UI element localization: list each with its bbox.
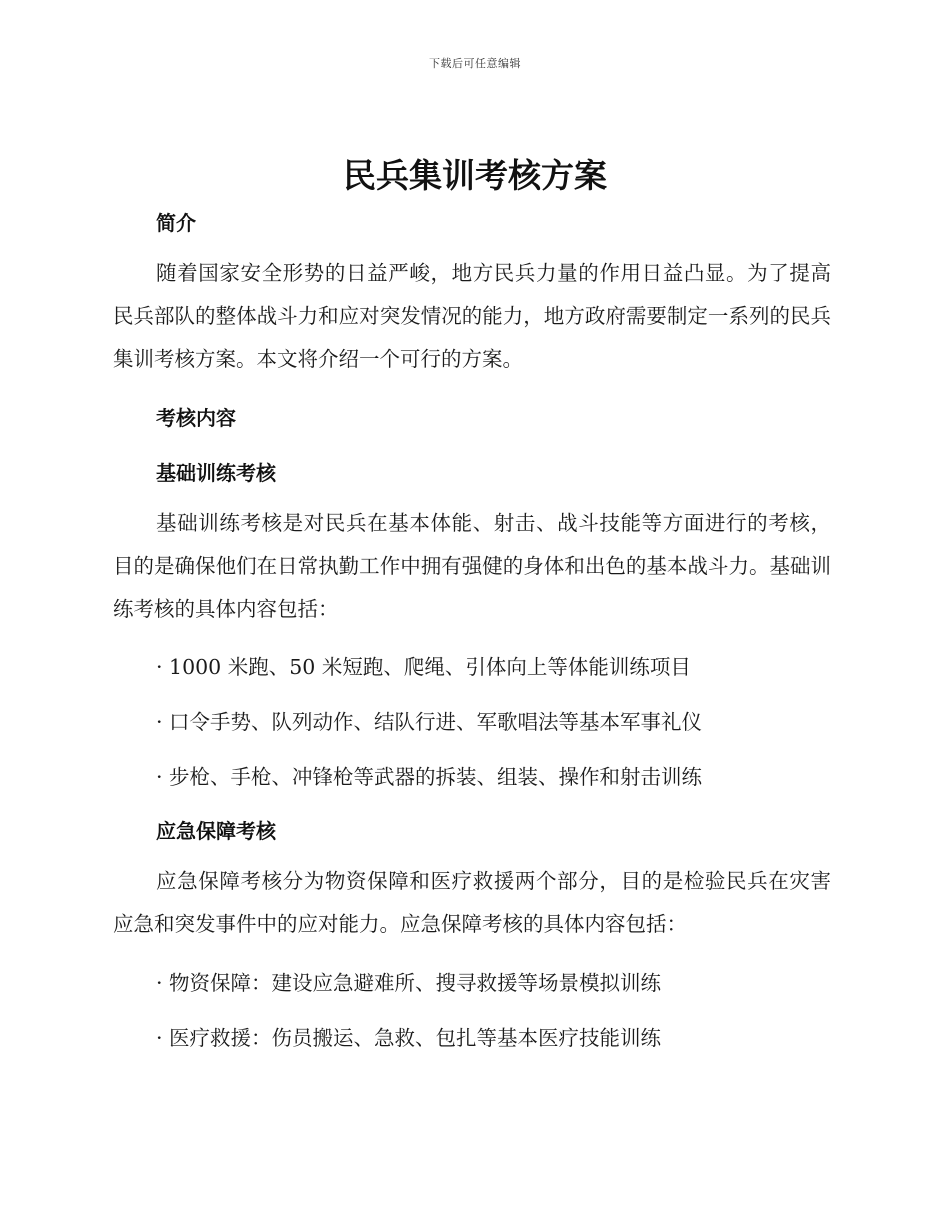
page-header-note: 下载后可任意编辑 xyxy=(429,57,521,70)
list-item: · 1000 米跑、50 米短跑、爬绳、引体向上等体能训练项目 xyxy=(156,655,691,679)
list-item: · 步枪、手枪、冲锋枪等武器的拆装、组装、操作和射击训练 xyxy=(156,765,703,789)
list-item: · 口令手势、队列动作、结队行进、军歌唱法等基本军事礼仪 xyxy=(156,710,703,734)
emergency-paragraph: 应急保障考核分为物资保障和医疗救援两个部分，目的是检验民兵在灾害应急和突发事件中的应对能力。应急保障考核的具体内容包括： xyxy=(113,869,831,936)
section-heading-intro: 简介 xyxy=(156,211,196,235)
document-title: 民兵集训考核方案 xyxy=(343,156,607,195)
list-item: · 医疗救援：伤员搬运、急救、包扎等基本医疗技能训练 xyxy=(156,1026,662,1050)
section-heading-emergency: 应急保障考核 xyxy=(156,819,276,843)
basic-training-paragraph: 基础训练考核是对民兵在基本体能、射击、战斗技能等方面进行的考核，目的是确保他们在日常执勤工作中拥有强健的身体和出色的基本战斗力。基础训练考核的具体内容包括： xyxy=(113,511,831,621)
intro-paragraph: 随着国家安全形势的日益严峻，地方民兵力量的作用日益凸显。为了提高民兵部队的整体战斗力和应对突发情况的能力，地方政府需要制定一系列的民兵集训考核方案。本文将介绍一个可行的方案。 xyxy=(113,261,831,371)
section-heading-content: 考核内容 xyxy=(156,406,236,430)
list-item: · 物资保障：建设应急避难所、搜寻救援等场景模拟训练 xyxy=(156,971,662,995)
section-heading-basic-training: 基础训练考核 xyxy=(156,461,276,485)
